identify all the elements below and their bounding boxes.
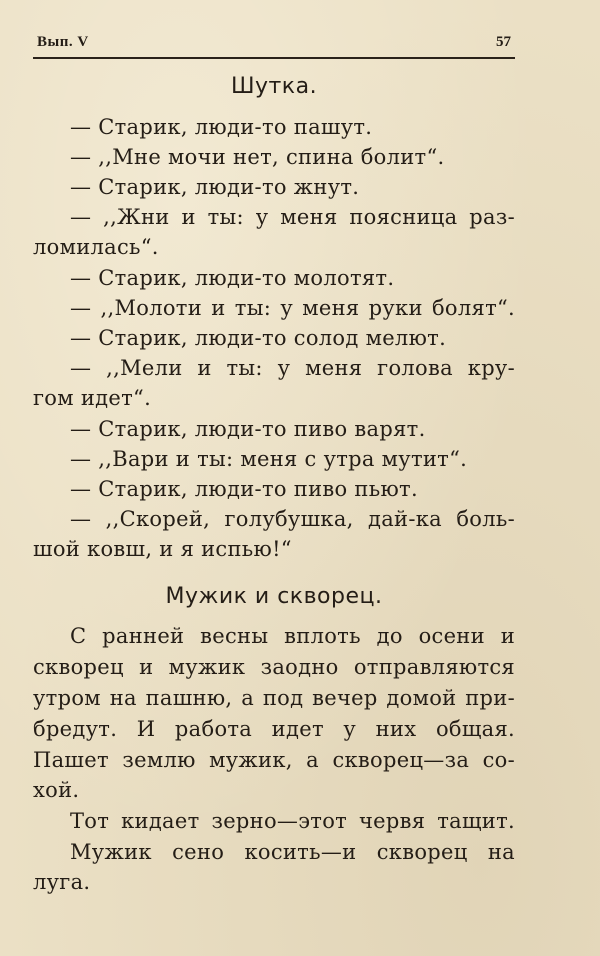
text-line: — Старик, люди-то пиво варят.	[70, 417, 426, 441]
text-line: Пашет землю мужик, а скворец—за со-	[33, 748, 515, 772]
page-number: 57	[496, 34, 511, 50]
text-line: — ,,Мне мочи нет, спина болит“.	[70, 145, 445, 169]
text-line: — ,,Мели и ты: у меня голова кру-	[70, 356, 515, 380]
text-line: луга.	[33, 870, 91, 894]
text-line: шой ковш, и я испью!“	[33, 537, 292, 561]
text-line: хой.	[33, 778, 80, 802]
text-line: С ранней весны вплоть до осени и	[70, 624, 515, 648]
text-line: — Старик, люди-то пашут.	[70, 115, 373, 139]
text-line: — ,,Жни и ты: у меня поясница раз-	[70, 205, 515, 229]
issue-label: Вып. V	[37, 34, 89, 50]
section-title-joke: Шутка.	[230, 74, 318, 99]
text-line: утром на пашню, а под вечер домой при-	[33, 686, 515, 710]
text-line: — ,,Скорей, голубушка, дай-ка боль-	[70, 507, 515, 531]
text-line: скворец и мужик заодно отправляются	[33, 655, 515, 679]
header-rule	[33, 57, 515, 59]
text-line: — Старик, люди-то пиво пьют.	[70, 477, 418, 501]
text-line: Тот кидает зерно—этот червя тащит.	[70, 809, 515, 833]
text-line: бредут. И работа идет у них общая.	[33, 717, 515, 741]
running-head	[33, 34, 515, 54]
text-line: — ,,Вари и ты: меня с утра мутит“.	[70, 447, 468, 471]
text-line: гом идет“.	[33, 386, 152, 410]
text-line: ломилась“.	[33, 235, 159, 259]
text-line: — ,,Молоти и ты: у меня руки болят“.	[70, 296, 515, 320]
text-line: — Старик, люди-то молотят.	[70, 266, 395, 290]
text-line: — Старик, люди-то солод мелют.	[70, 326, 447, 350]
text-line: Мужик сено косить—и скворец на	[70, 840, 515, 864]
text-line: — Старик, люди-то жнут.	[70, 175, 360, 199]
section-title-peasant-starling: Мужик и скворец.	[165, 584, 383, 609]
